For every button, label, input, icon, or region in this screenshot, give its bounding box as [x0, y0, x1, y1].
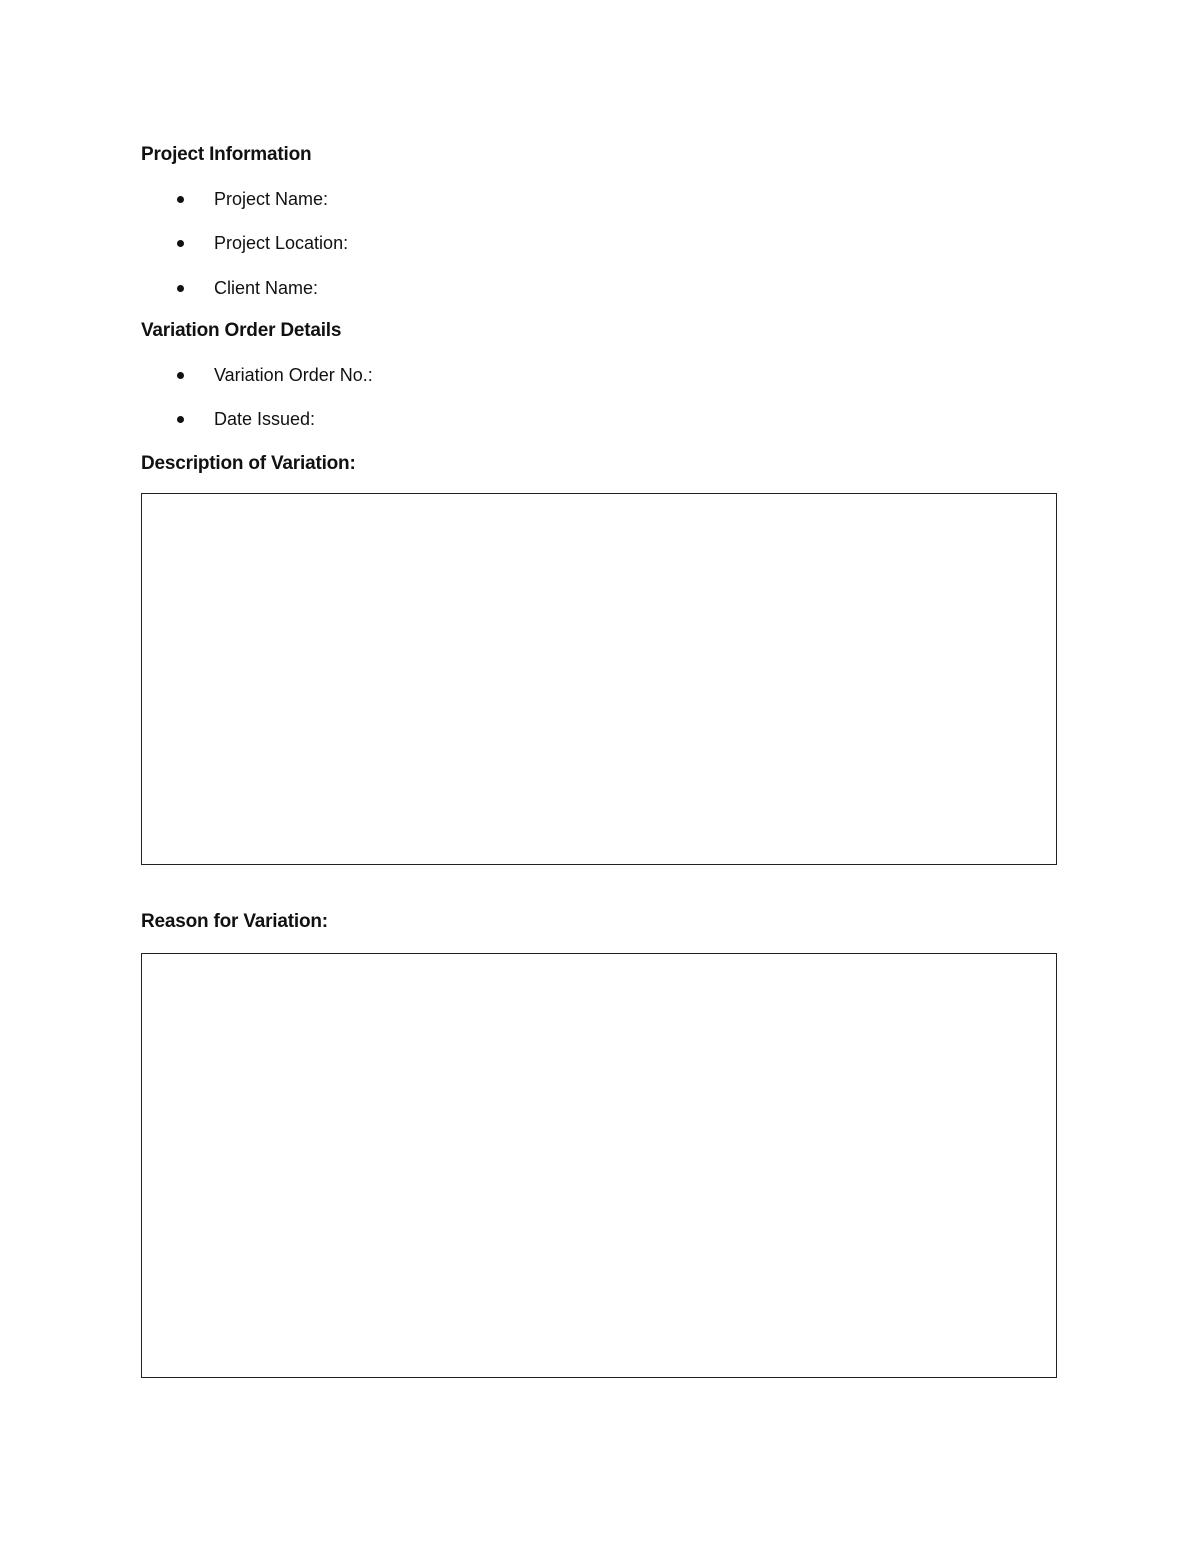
list-item-project-name: [174, 187, 328, 211]
reason-for-variation-box[interactable]: [141, 953, 1057, 1378]
variation-order-details-heading: Variation Order Details: [141, 320, 342, 341]
project-information-heading: Project Information: [141, 144, 312, 165]
date-issued-label: Date Issued:: [214, 409, 316, 429]
bullet-icon: [177, 372, 184, 379]
list-item-project-location: [174, 231, 348, 255]
description-of-variation-heading: Description of Variation:: [141, 453, 356, 474]
bullet-icon: [177, 240, 184, 247]
list-item-date-issued: [174, 407, 315, 431]
bullet-icon: [177, 196, 184, 203]
project-location-label: Project Location:: [214, 233, 349, 253]
project-name-label: Project Name:: [214, 189, 329, 209]
description-of-variation-box[interactable]: [141, 493, 1057, 865]
bullet-icon: [177, 285, 184, 292]
list-item-variation-order-no: [174, 363, 373, 387]
list-item-client-name: [174, 276, 318, 300]
client-name-label: Client Name:: [214, 278, 319, 298]
bullet-icon: [177, 416, 184, 423]
reason-for-variation-heading: Reason for Variation:: [141, 911, 328, 932]
variation-order-no-label: Variation Order No.:: [214, 365, 373, 385]
